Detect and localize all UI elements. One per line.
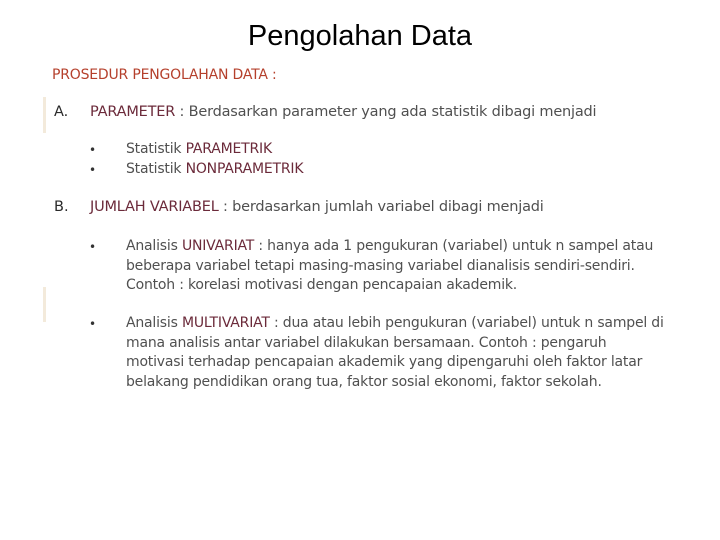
- list-item-nonparametrik: [126, 161, 303, 177]
- item-term: PARAMETRIK: [185, 141, 272, 157]
- item-term: MULTIVARIAT: [181, 315, 270, 331]
- section-b-text: [90, 199, 690, 215]
- item-prefix: Analisis: [126, 238, 182, 254]
- section-b-letter: B.: [54, 199, 69, 215]
- section-a-term: PARAMETER: [90, 104, 176, 120]
- section-heading: PROSEDUR PENGOLAHAN DATA :: [52, 67, 277, 83]
- item-prefix: Statistik: [126, 141, 186, 157]
- item-prefix: Statistik: [126, 161, 186, 177]
- section-a-desc: : Berdasarkan parameter yang ada statistik dibagi menjadi: [175, 104, 597, 120]
- list-item-parametrik: [126, 141, 272, 157]
- item-text: : hanya ada 1 pengukuran (variabel) untuk n sampel atau beberapa variabel tetapi masing-masing variabel dianalisis sendiri-sendiri. Contoh : korelasi motivasi dengan pencapaian akademik.: [126, 238, 654, 293]
- bullet-icon: •: [89, 163, 97, 177]
- accent-bar-top: [43, 97, 46, 133]
- bullet-icon: •: [89, 240, 97, 254]
- bullet-icon: •: [89, 317, 97, 331]
- list-item-univariat: [126, 237, 666, 296]
- accent-bar-bottom: [43, 287, 46, 322]
- list-item-multivariat: [126, 314, 666, 392]
- item-prefix: Analisis: [126, 315, 182, 331]
- section-a-text: [90, 104, 690, 120]
- page-title: Pengolahan Data: [247, 20, 473, 52]
- bullet-icon: •: [89, 143, 97, 157]
- item-term: UNIVARIAT: [181, 238, 255, 254]
- item-text: : dua atau lebih pengukuran (variabel) untuk n sampel di mana analisis antar variabel dilakukan bersamaan. Contoh : pengaruh motivasi terhadap pencapaian akademik yang dipengaruhi oleh faktor latar belakang pendidikan orang tua, faktor sosial ekonomi, faktor sekolah.: [126, 315, 664, 390]
- section-a-letter: A.: [54, 104, 69, 120]
- section-b-desc: : berdasarkan jumlah variabel dibagi menjadi: [218, 199, 544, 215]
- section-b-term: JUMLAH VARIABEL: [90, 199, 219, 215]
- item-term: NONPARAMETRIK: [185, 161, 304, 177]
